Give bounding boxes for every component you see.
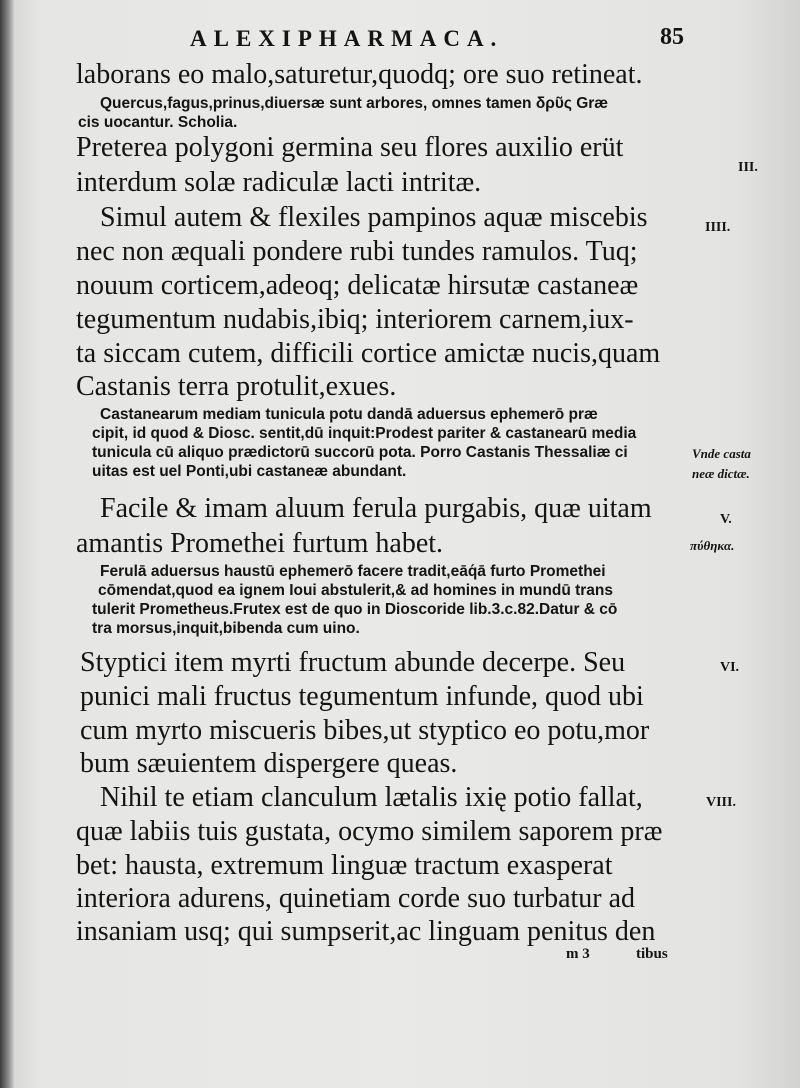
body-line: bum sæuientem dispergere queas. — [80, 748, 458, 779]
margin-note: neæ dictæ. — [692, 466, 750, 481]
body-line: Simul autem & flexiles pampinos aquæ miscebis — [100, 202, 648, 233]
body-line: Styptici item myrti fructum abunde decerpe. Seu — [80, 647, 626, 678]
margin-note: πύθηκα. — [690, 538, 735, 553]
body-line: Preterea polygoni germina seu flores auxilio erüt — [76, 132, 624, 163]
body-line: amantis Promethei furtum habet. — [76, 528, 444, 559]
note-line: tulerit Prometheus.Frutex est de quo in Dioscoride lib.3.c.82.Datur & cō — [92, 601, 618, 618]
body-line: Facile & imam aluum ferula purgabis, quæ uitam — [100, 493, 652, 524]
catchword: tibus — [636, 946, 668, 962]
body-line: interdum solæ radiculæ lacti intritæ. — [76, 167, 482, 198]
note-line: tunicula cū aliquo prædictorū succorū pota. Porro Castanis Thessaliæ ci — [92, 444, 628, 461]
body-line: insaniam usq; qui sumpserit,ac linguam penitus den — [76, 916, 656, 947]
body-line: Nihil te etiam clanculum lætalis ixię potio fallat, — [100, 782, 643, 813]
note-line: cis uocantur. Scholia. — [78, 114, 238, 131]
note-line: tra morsus,inquit,bibenda cum uino. — [92, 620, 360, 637]
note-line: Quercus,fagus,prinus,diuersæ sunt arbores, omnes tamen δρῦς Græ — [100, 95, 609, 112]
note-line: uitas est uel Ponti,ubi castaneæ abundant. — [92, 463, 407, 480]
body-line: tegumentum nudabis,ibiq; interiorem carnem,iux- — [76, 304, 634, 335]
page-number: 85 — [660, 24, 684, 50]
body-line: Castanis terra protulit,exues. — [76, 371, 397, 402]
note-line: Castanearum mediam tunicula potu dandā aduersus ephemerō præ — [100, 406, 598, 423]
body-line: bet: hausta, extremum linguæ tractum exasperat — [76, 850, 613, 881]
body-line: ta siccam cutem, difficili cortice amictæ nucis,quam — [76, 338, 661, 369]
margin-numeral: VIII. — [706, 795, 736, 810]
body-line: interiora adurens, quinetiam corde suo turbatur ad — [76, 883, 636, 914]
page-gutter — [0, 0, 14, 1088]
running-header: ALEXIPHARMACA. — [190, 26, 504, 51]
body-line: quæ labiis tuis gustata, ocymo similem saporem præ — [76, 816, 663, 847]
body-line: nouum corticem,adeoq; delicatæ hirsutæ castaneæ — [76, 270, 639, 301]
signature-mark: m 3 — [566, 946, 590, 962]
body-line: nec non æquali pondere rubi tundes ramulos. Tuq; — [76, 236, 638, 267]
margin-note: Vnde casta — [692, 446, 751, 461]
margin-numeral: III. — [738, 160, 758, 175]
body-line: laborans eo malo,saturetur,quodq; ore suo retineat. — [76, 59, 643, 90]
margin-numeral: VI. — [720, 660, 740, 675]
note-line: cipit, id quod & Diosc. sentit,dū inquit:Prodest pariter & castanearū media — [92, 425, 637, 442]
body-line: cum myrto miscueris bibes,ut styptico eo potu,mor — [80, 715, 650, 746]
note-line: cōmendat,quod ea ignem Ioui abstulerit,& ad homines in mundū trans — [98, 582, 613, 599]
body-line: punici mali fructus tegumentum infunde, quod ubi — [80, 681, 644, 712]
note-line: Ferulā aduersus haustū ephemerō facere tradit,eāq́ā furto Promethei — [100, 563, 606, 580]
margin-numeral: IIII. — [705, 220, 731, 235]
margin-numeral: V. — [720, 512, 732, 527]
